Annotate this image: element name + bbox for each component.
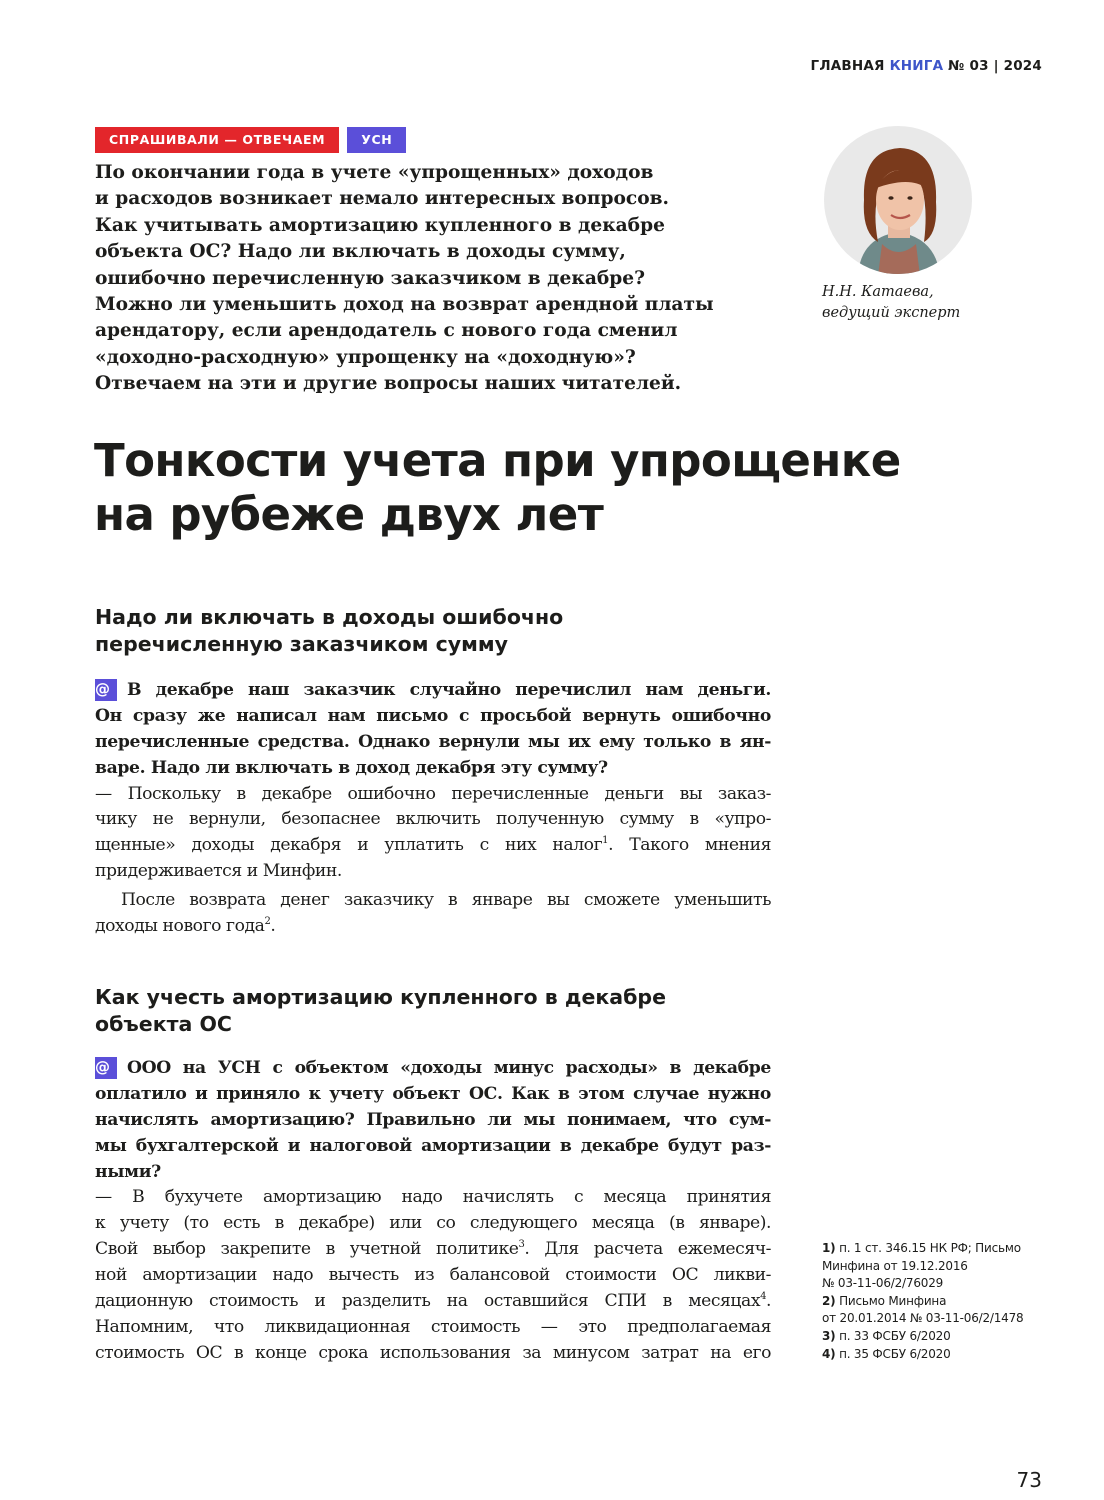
lead-line: ошибочно перечисленную заказчиком в декабре? bbox=[95, 267, 645, 289]
footnote-ref-1[interactable]: 1 bbox=[602, 835, 609, 847]
answer-line: стоимость ОС в конце срока использования за минусом затрат на его bbox=[95, 1342, 771, 1363]
rubric-tag-qa[interactable]: СПРАШИВАЛИ — ОТВЕЧАЕМ bbox=[95, 127, 339, 153]
author-photo bbox=[824, 126, 972, 274]
answer-line: дационную стоимость и разделить на оставшийся СПИ в месяцах$^4$. bbox=[95, 1291, 771, 1312]
section2-body bbox=[95, 1056, 771, 1367]
footnote-ref-3[interactable]: 3 bbox=[518, 1239, 525, 1251]
answer-line: придерживается и Минфин. bbox=[95, 861, 342, 882]
lead-line: Отвечаем на эти и другие вопросы наших читателей. bbox=[95, 373, 682, 395]
section1-heading bbox=[95, 604, 563, 657]
heading-line: объекта ОС bbox=[95, 1011, 232, 1036]
section2-heading bbox=[95, 984, 666, 1037]
question-line: начислять амортизацию? Правильно ли мы понимаем, что сум- bbox=[95, 1109, 771, 1130]
author-role: ведущий эксперт bbox=[822, 304, 961, 321]
issue-number: № 03 | 2024 bbox=[948, 58, 1042, 74]
footnote-ref-4[interactable]: 4 bbox=[760, 1291, 766, 1303]
section1-body bbox=[95, 678, 771, 940]
lead-line: Можно ли уменьшить доход на возврат арендной платы bbox=[95, 294, 714, 316]
lead-line: «доходно-расходную» упрощенку на «доходную»? bbox=[95, 346, 636, 368]
question-line: Он сразу же написал нам письмо с просьбой вернуть ошибочно bbox=[95, 705, 771, 726]
answer-line: к учету (то есть в декабре) или со следующего месяца (в январе). bbox=[95, 1213, 771, 1234]
question-line: @ В декабре наш заказчик случайно перечислил нам деньги. bbox=[95, 680, 771, 700]
email-question-icon: @ bbox=[95, 1057, 117, 1079]
lead-line: Как учитывать амортизацию купленного в декабре bbox=[95, 214, 665, 236]
author-caption bbox=[822, 282, 1022, 323]
footnote-4: 4) п. 35 ФСБУ 6/2020 bbox=[822, 1346, 951, 1361]
question-line: оплатило и приняло к учету объект ОС. Как в этом случае нужно bbox=[95, 1083, 771, 1104]
footnote-ref-2[interactable]: 2 bbox=[264, 916, 271, 928]
footnote-1-cont: № 03-11-06/2/76029 bbox=[822, 1276, 944, 1291]
rubric-tag-usn[interactable]: УСН bbox=[347, 127, 406, 153]
footnotes bbox=[822, 1240, 1052, 1363]
question-line: перечисленные средства. Однако вернули мы их ему только в ян- bbox=[95, 731, 771, 752]
lead-paragraph bbox=[95, 160, 745, 398]
lead-line: и расходов возникает немало интересных вопросов. bbox=[95, 188, 669, 210]
answer-line: чику не вернули, безопаснее включить полученную сумму в «упро- bbox=[95, 809, 771, 830]
answer-line: — В бухучете амортизацию надо начислять с месяца принятия bbox=[95, 1187, 771, 1208]
journal-name: ГЛАВНАЯ bbox=[810, 58, 885, 74]
answer-line: щенные» доходы декабря и уплатить с них налог$^1$. Такого мнения bbox=[95, 835, 771, 856]
title-line: на рубеже двух лет bbox=[94, 488, 604, 541]
footnote-1-cont: Минфина от 19.12.2016 bbox=[822, 1258, 968, 1273]
answer-line: — Поскольку в декабре ошибочно перечисленные деньги вы заказ- bbox=[95, 783, 771, 804]
email-question-icon: @ bbox=[95, 679, 117, 701]
running-header bbox=[811, 58, 1042, 74]
footnote-2: 2) Письмо Минфина bbox=[822, 1293, 947, 1308]
heading-line: Как учесть амортизацию купленного в декабре bbox=[95, 985, 666, 1009]
lead-line: арендатору, если арендодатель с нового года сменил bbox=[95, 320, 678, 342]
footnote-3: 3) п. 33 ФСБУ 6/2020 bbox=[822, 1328, 951, 1343]
article-title bbox=[94, 434, 901, 542]
question-line: @ ООО на УСН с объектом «доходы минус расходы» в декабре bbox=[95, 1058, 771, 1078]
answer-line: После возврата денег заказчику в январе вы сможете уменьшить bbox=[121, 890, 771, 911]
answer-line: Напомним, что ликвидационная стоимость — это предполагаемая bbox=[95, 1316, 771, 1337]
footnote-1: 1) п. 1 ст. 346.15 НК РФ; Письмо bbox=[822, 1241, 1021, 1255]
footnote-2-cont: от 20.01.2014 № 03-11-06/2/1478 bbox=[822, 1311, 1024, 1326]
answer-line: доходы нового года$^2$. bbox=[95, 916, 276, 937]
page-number: 73 bbox=[1016, 1468, 1042, 1492]
author-name: Н.Н. Катаева, bbox=[822, 284, 934, 300]
lead-line: По окончании года в учете «упрощенных» доходов bbox=[95, 162, 654, 183]
lead-line: объекта ОС? Надо ли включать в доходы сумму, bbox=[95, 241, 626, 263]
answer-line: Свой выбор закрепите в учетной политике$^3$. Для расчета ежемесяч- bbox=[95, 1239, 771, 1260]
journal-name-accent: КНИГА bbox=[889, 58, 944, 74]
rubric-tags bbox=[95, 127, 406, 153]
author-portrait-icon bbox=[824, 126, 972, 274]
answer-line: ной амортизации надо вычесть из балансовой стоимости ОС ликви- bbox=[95, 1265, 771, 1286]
question-line: ными? bbox=[95, 1161, 161, 1182]
heading-line: перечисленную заказчиком сумму bbox=[95, 631, 509, 656]
title-line: Тонкости учета при упрощенке bbox=[94, 434, 901, 487]
question-line: варе. Надо ли включать в доход декабря эту сумму? bbox=[95, 757, 608, 778]
heading-line: Надо ли включать в доходы ошибочно bbox=[95, 605, 564, 629]
question-line: мы бухгалтерской и налоговой амортизации в декабре будут раз- bbox=[95, 1135, 771, 1156]
